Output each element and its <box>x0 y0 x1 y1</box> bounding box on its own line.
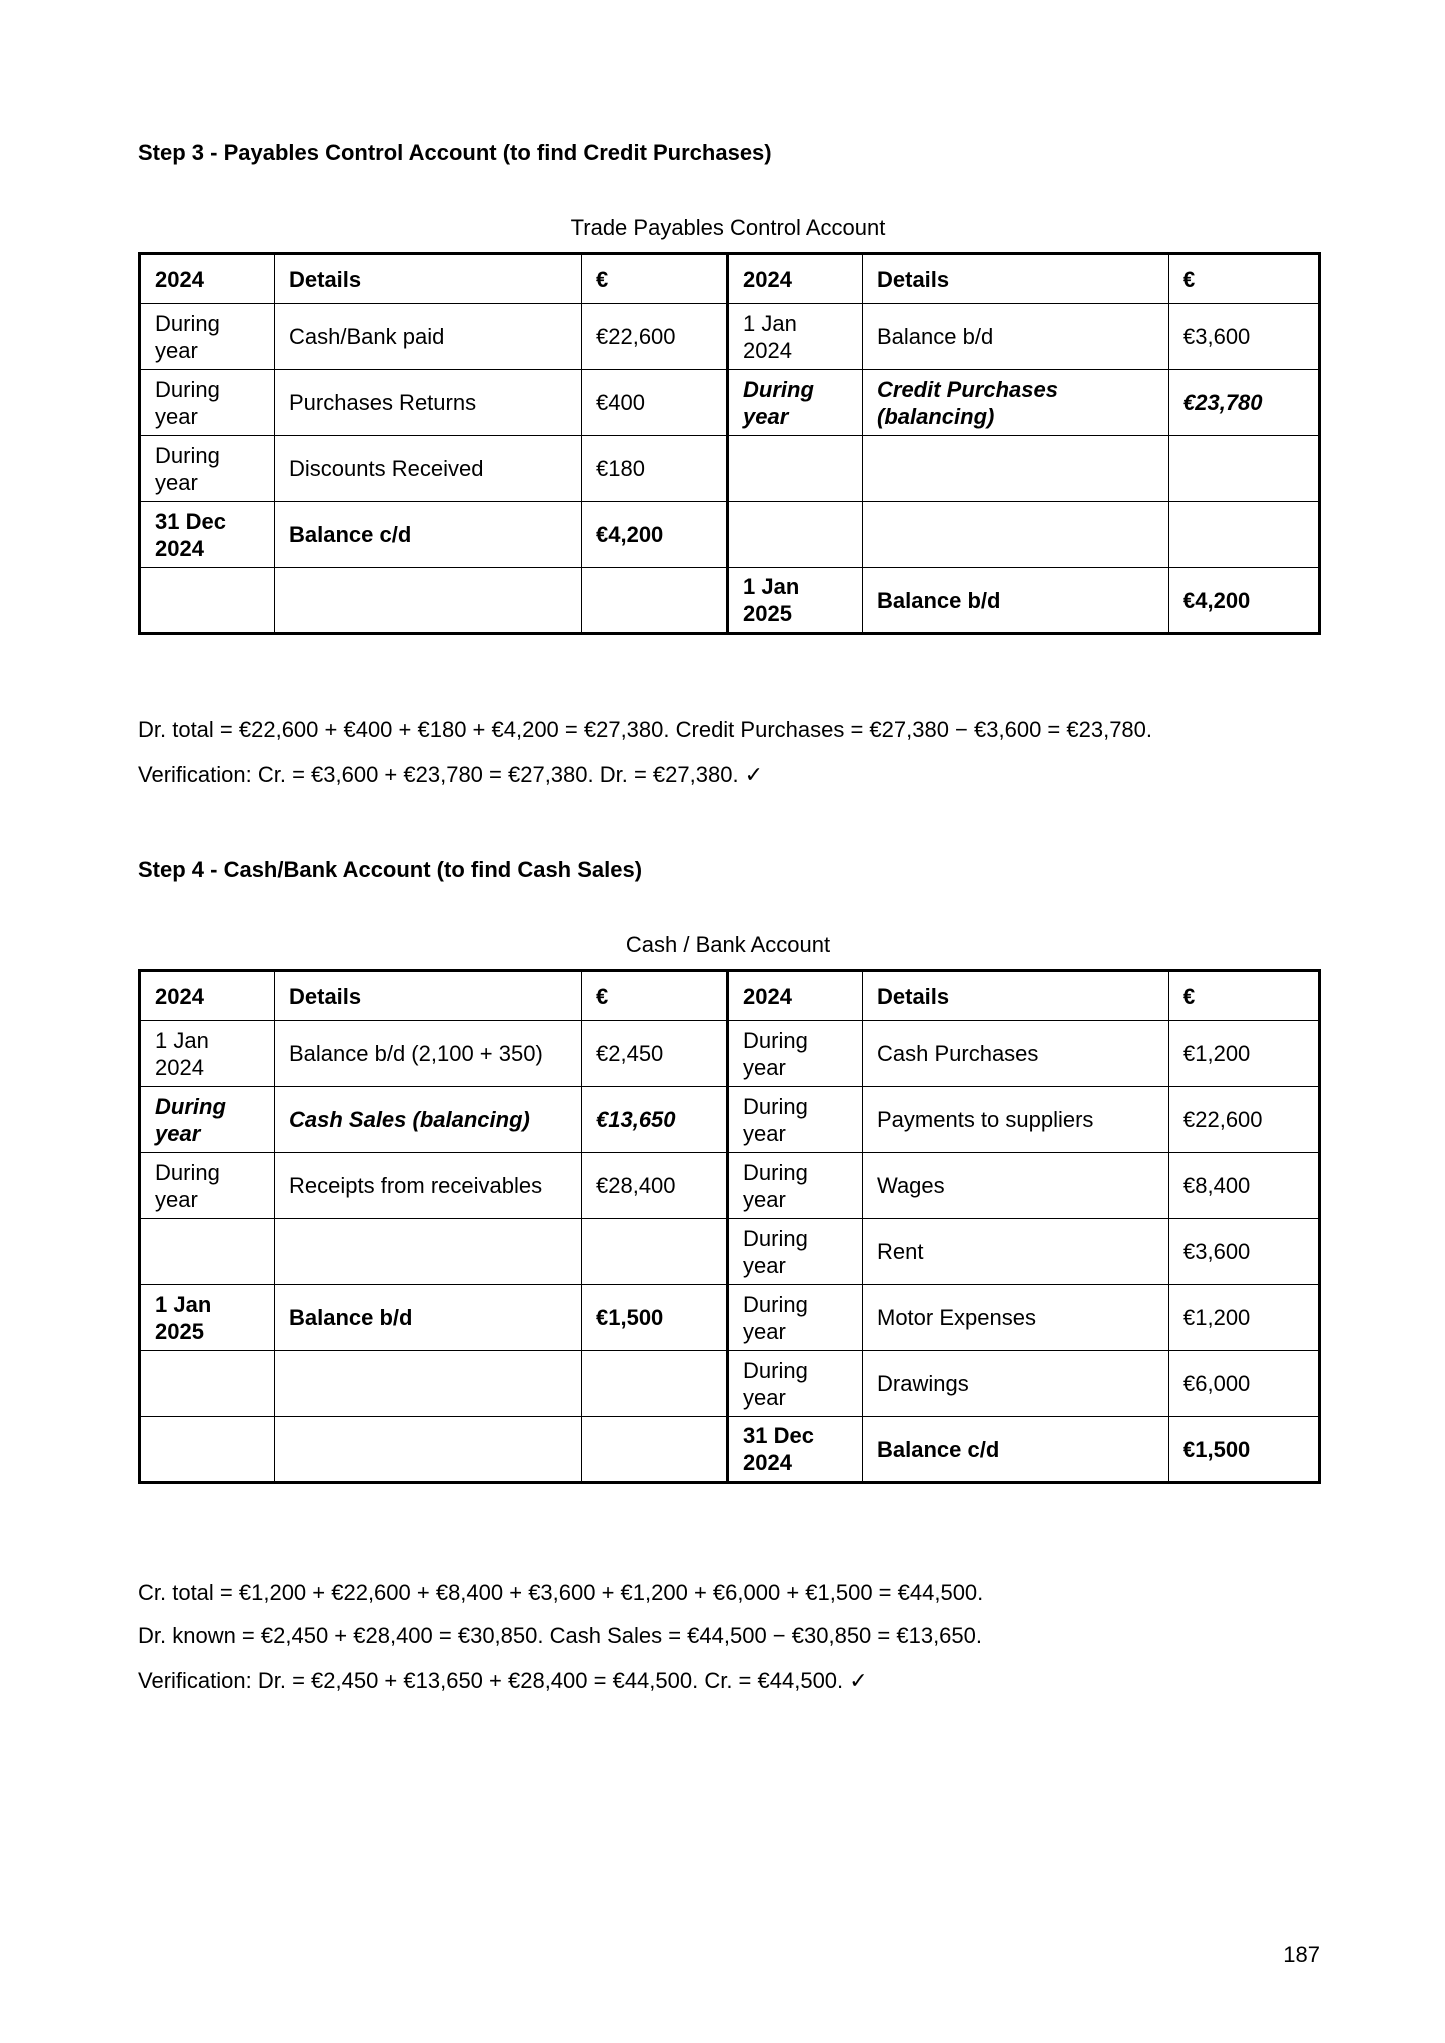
step3-table-caption: Trade Payables Control Account <box>570 215 886 240</box>
table-row <box>140 502 1320 568</box>
cr-details: Wages <box>863 1153 1169 1219</box>
table-row <box>140 370 1320 436</box>
dr-details <box>275 1219 582 1285</box>
dr-details: Balance b/d (2,100 + 350) <box>275 1021 582 1087</box>
dr-amount: €400 <box>582 370 728 436</box>
dr-details: Discounts Received <box>275 436 582 502</box>
header-dr-amount: € <box>582 254 728 304</box>
step4-note: Cr. total = €1,200 + €22,600 + €8,400 + €3,600 + €1,200 + €6,000 + €1,500 = €44,500. <box>138 1580 984 1605</box>
dr-amount: €4,200 <box>582 502 728 568</box>
table-row <box>140 1087 1320 1153</box>
cr-details: Rent <box>863 1219 1169 1285</box>
header-dr-details: Details <box>275 971 582 1021</box>
table-row <box>140 1351 1320 1417</box>
table-header-row <box>140 971 1320 1021</box>
dr-details: Purchases Returns <box>275 370 582 436</box>
header-dr-year: 2024 <box>140 254 275 304</box>
cr-amount: €1,200 <box>1169 1021 1320 1087</box>
cr-date: During year <box>728 1351 863 1417</box>
dr-amount <box>582 568 728 634</box>
cr-amount: €8,400 <box>1169 1153 1320 1219</box>
step3-note: Verification: Cr. = €3,600 + €23,780 = €27,380. Dr. = €27,380. ✓ <box>138 762 764 787</box>
cr-details: Payments to suppliers <box>863 1087 1169 1153</box>
header-dr-details: Details <box>275 254 582 304</box>
table-row <box>140 304 1320 370</box>
dr-date <box>140 1219 275 1285</box>
table-row <box>140 1021 1320 1087</box>
dr-date: 1 Jan 2025 <box>140 1285 275 1351</box>
cr-details: Balance b/d <box>863 304 1169 370</box>
table-row <box>140 568 1320 634</box>
dr-amount: €13,650 <box>582 1087 728 1153</box>
dr-date: During year <box>140 436 275 502</box>
step4-table-caption: Cash / Bank Account <box>625 932 831 957</box>
cr-date: 1 Jan 2024 <box>728 304 863 370</box>
step3-heading: Step 3 - Payables Control Account (to find Credit Purchases) <box>138 140 772 165</box>
cr-details: Cash Purchases <box>863 1021 1169 1087</box>
cr-date: During year <box>728 1219 863 1285</box>
header-dr-year: 2024 <box>140 971 275 1021</box>
cr-details: Credit Purchases (balancing) <box>863 370 1169 436</box>
cr-amount: €3,600 <box>1169 304 1320 370</box>
table-row <box>140 1417 1320 1483</box>
cr-date: 1 Jan 2025 <box>728 568 863 634</box>
cash-bank-account-table <box>138 969 1321 1484</box>
cr-date: During year <box>728 1021 863 1087</box>
cr-amount <box>1169 436 1320 502</box>
cr-details: Drawings <box>863 1351 1169 1417</box>
header-cr-details: Details <box>863 254 1169 304</box>
dr-details <box>275 1351 582 1417</box>
dr-amount <box>582 1417 728 1483</box>
cr-amount: €3,600 <box>1169 1219 1320 1285</box>
header-cr-year: 2024 <box>728 971 863 1021</box>
header-cr-amount: € <box>1169 254 1320 304</box>
header-dr-amount: € <box>582 971 728 1021</box>
cr-amount: €22,600 <box>1169 1087 1320 1153</box>
table-row <box>140 1285 1320 1351</box>
cr-details <box>863 502 1169 568</box>
dr-amount <box>582 1351 728 1417</box>
dr-amount: €180 <box>582 436 728 502</box>
page-number: 187 <box>1283 1942 1320 1967</box>
cr-date: During year <box>728 1087 863 1153</box>
dr-details: Cash/Bank paid <box>275 304 582 370</box>
dr-amount: €22,600 <box>582 304 728 370</box>
cr-details: Motor Expenses <box>863 1285 1169 1351</box>
step3-note: Dr. total = €22,600 + €400 + €180 + €4,200 = €27,380. Credit Purchases = €27,380 − €3,600 = €23,780. <box>138 717 1153 742</box>
cr-date: During year <box>728 370 863 436</box>
dr-details: Balance c/d <box>275 502 582 568</box>
dr-date <box>140 1417 275 1483</box>
table-row <box>140 1153 1320 1219</box>
cr-amount: €1,200 <box>1169 1285 1320 1351</box>
cr-amount: €6,000 <box>1169 1351 1320 1417</box>
dr-amount: €1,500 <box>582 1285 728 1351</box>
dr-date: 31 Dec 2024 <box>140 502 275 568</box>
dr-date <box>140 568 275 634</box>
dr-date <box>140 1351 275 1417</box>
cr-date: During year <box>728 1153 863 1219</box>
dr-date: During year <box>140 370 275 436</box>
dr-amount: €2,450 <box>582 1021 728 1087</box>
table-row <box>140 1219 1320 1285</box>
dr-details: Receipts from receivables <box>275 1153 582 1219</box>
cr-date: 31 Dec 2024 <box>728 1417 863 1483</box>
header-cr-details: Details <box>863 971 1169 1021</box>
cr-details <box>863 436 1169 502</box>
cr-date <box>728 436 863 502</box>
dr-amount <box>582 1219 728 1285</box>
trade-payables-control-account-table <box>138 252 1321 635</box>
dr-date: During year <box>140 1153 275 1219</box>
cr-amount <box>1169 502 1320 568</box>
dr-date: 1 Jan 2024 <box>140 1021 275 1087</box>
header-cr-amount: € <box>1169 971 1320 1021</box>
cr-date: During year <box>728 1285 863 1351</box>
step4-note: Dr. known = €2,450 + €28,400 = €30,850. Cash Sales = €44,500 − €30,850 = €13,650. <box>138 1623 983 1648</box>
table-row <box>140 436 1320 502</box>
dr-amount: €28,400 <box>582 1153 728 1219</box>
header-cr-year: 2024 <box>728 254 863 304</box>
step4-note: Verification: Dr. = €2,450 + €13,650 + €28,400 = €44,500. Cr. = €44,500. ✓ <box>138 1668 868 1693</box>
cr-amount: €4,200 <box>1169 568 1320 634</box>
dr-date: During year <box>140 304 275 370</box>
dr-details: Balance b/d <box>275 1285 582 1351</box>
dr-details: Cash Sales (balancing) <box>275 1087 582 1153</box>
dr-details <box>275 1417 582 1483</box>
dr-date: During year <box>140 1087 275 1153</box>
dr-details <box>275 568 582 634</box>
table-header-row <box>140 254 1320 304</box>
cr-date <box>728 502 863 568</box>
step4-heading: Step 4 - Cash/Bank Account (to find Cash Sales) <box>138 857 643 882</box>
cr-amount: €1,500 <box>1169 1417 1320 1483</box>
cr-amount: €23,780 <box>1169 370 1320 436</box>
cr-details: Balance b/d <box>863 568 1169 634</box>
cr-details: Balance c/d <box>863 1417 1169 1483</box>
